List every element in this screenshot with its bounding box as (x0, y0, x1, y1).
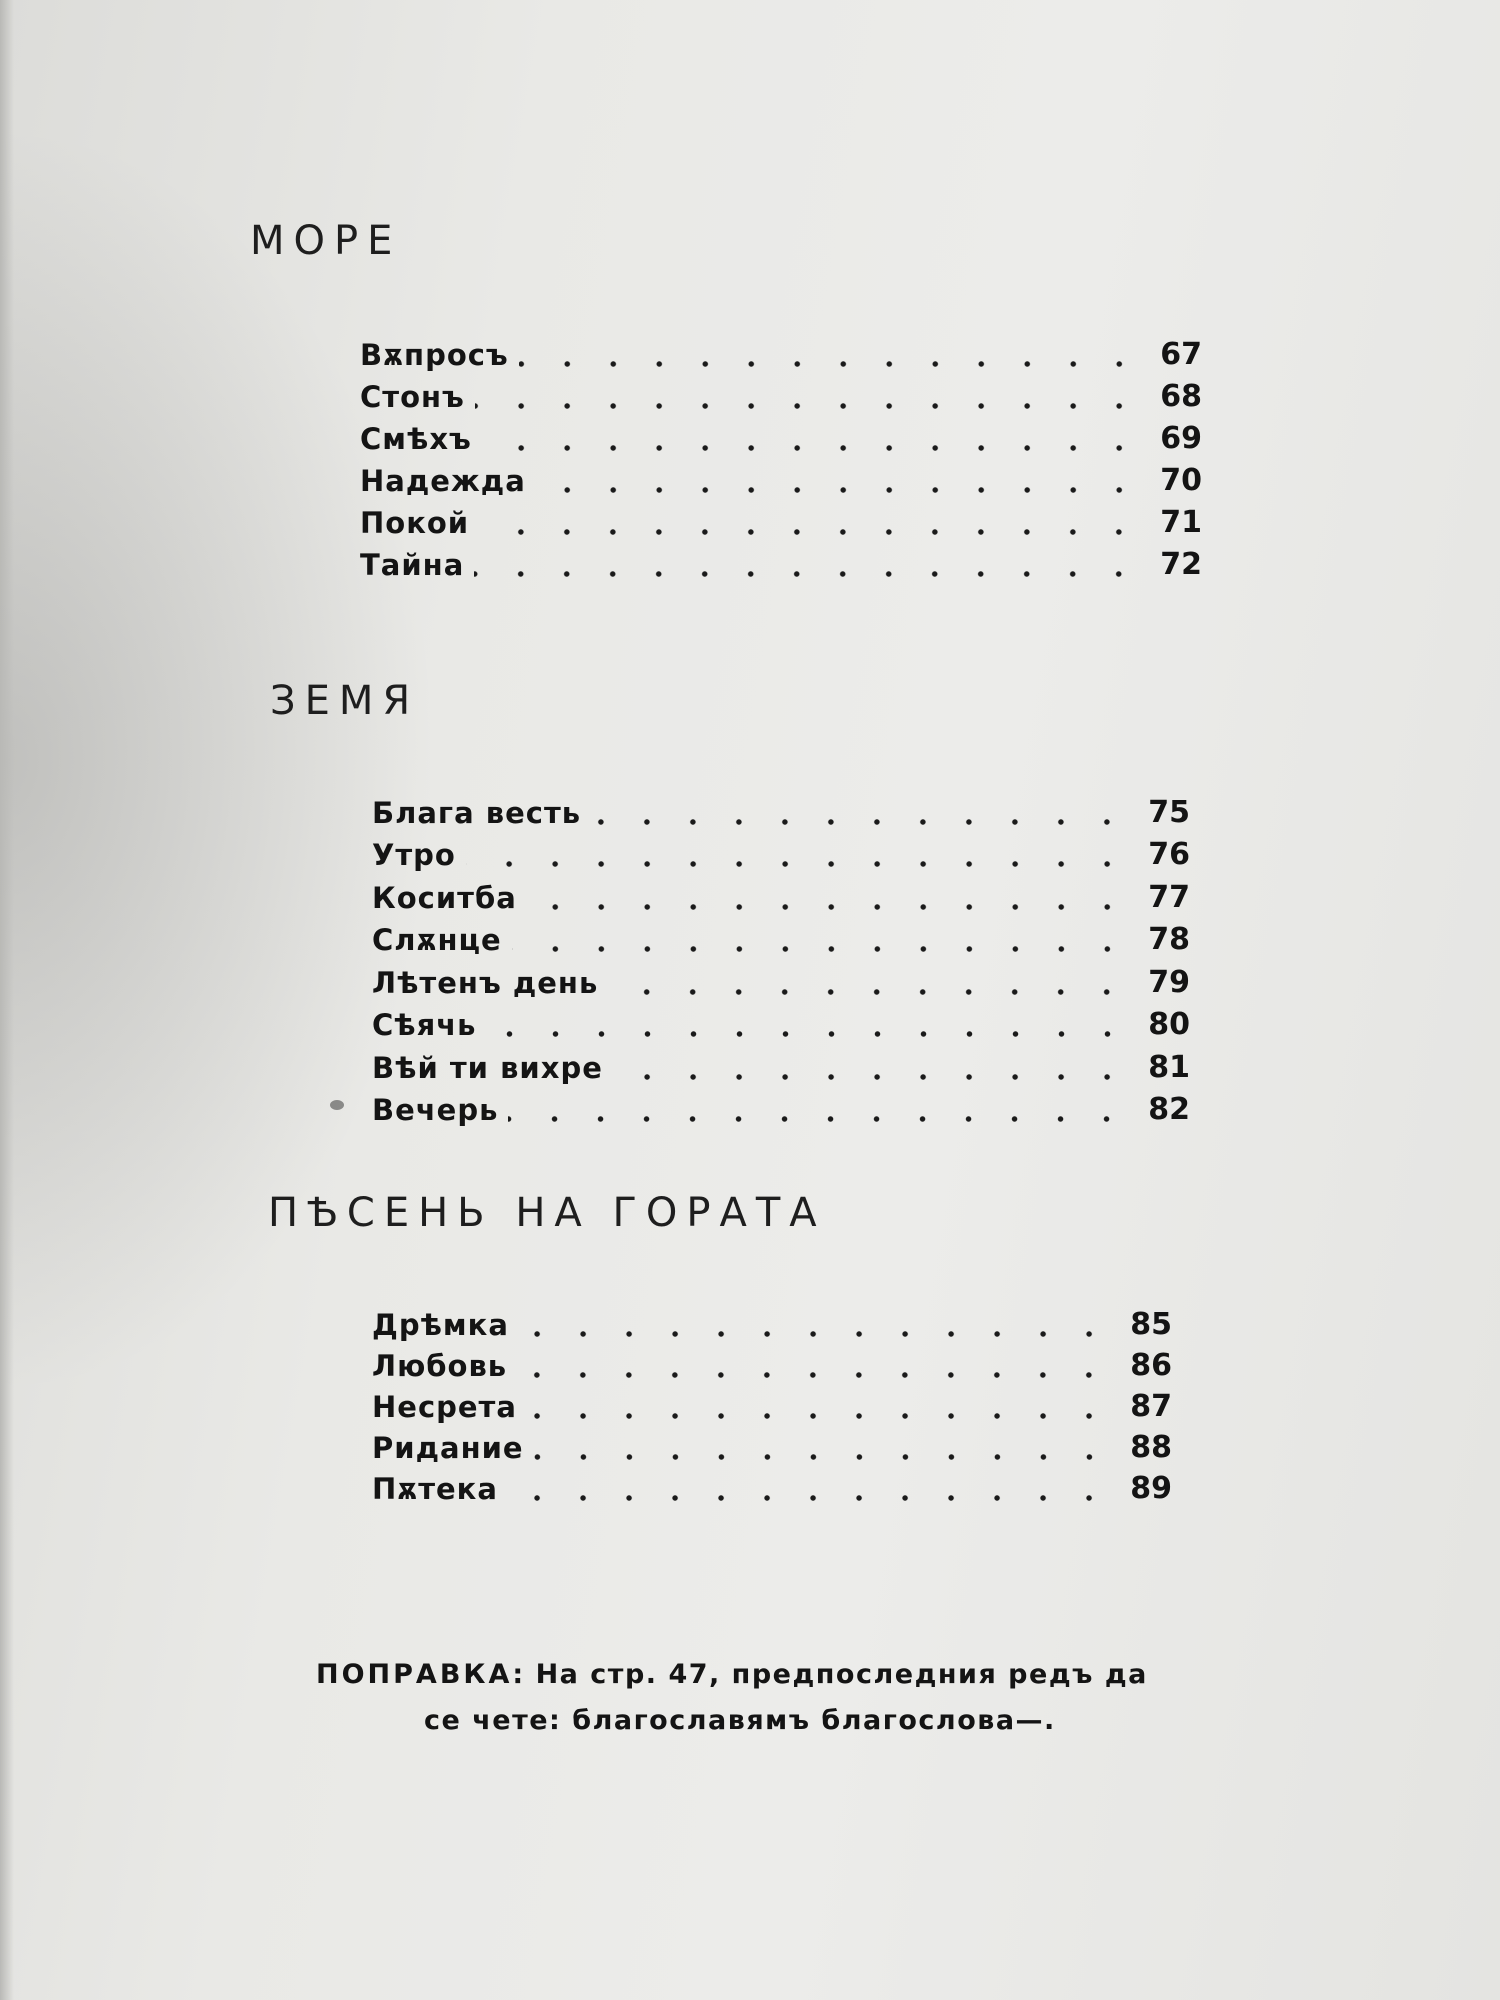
toc-entry-page: 85 (1130, 1307, 1172, 1342)
leader-dots (536, 486, 1142, 494)
toc-entry-title: Утро (372, 838, 456, 872)
toc-entry-page: 68 (1160, 379, 1202, 414)
leader-dots (482, 444, 1142, 452)
toc-entry (372, 828, 1190, 871)
toc-entry (372, 1040, 1190, 1083)
toc-entry-page: 78 (1148, 922, 1190, 957)
leader-dots (487, 1030, 1131, 1038)
toc-entry (360, 412, 1202, 454)
toc-entry-page: 81 (1148, 1049, 1190, 1085)
toc-list-forest-song (372, 1299, 1172, 1504)
toc-entry (360, 454, 1202, 496)
toc-entry-title: Дрѣмка (372, 1308, 509, 1342)
toc-entry (372, 870, 1190, 913)
errata-note (316, 1652, 1216, 1744)
leader-dots (527, 903, 1130, 911)
toc-entry-page: 87 (1130, 1389, 1172, 1424)
leader-dots (519, 1330, 1112, 1338)
toc-entry-title: Вѣй ти вихре (372, 1050, 603, 1085)
toc-entry-page: 89 (1130, 1471, 1172, 1506)
toc-entry (372, 1463, 1172, 1504)
toc-entry-title: Вѫпросъ (360, 338, 509, 372)
leader-dots (527, 1412, 1112, 1420)
leader-dots (534, 1453, 1112, 1461)
toc-entry (372, 998, 1190, 1041)
toc-entry (360, 538, 1202, 580)
errata-line-2: се чете: благославямъ благослова—. (424, 1705, 1056, 1736)
toc-entry-page: 77 (1148, 879, 1190, 915)
leader-dots (613, 1073, 1130, 1081)
toc-entry-title: Блага весть (372, 795, 582, 830)
page-gutter-shadow (0, 0, 14, 2000)
toc-entry (372, 1422, 1172, 1463)
toc-entry (372, 913, 1190, 956)
toc-entry (360, 370, 1202, 412)
leader-dots (508, 1494, 1112, 1502)
leader-dots (517, 1371, 1112, 1379)
toc-entry-page: 71 (1160, 505, 1202, 540)
toc-entry (360, 328, 1202, 370)
toc-entry-title: Слѫнце (372, 923, 502, 957)
toc-entry (360, 496, 1202, 538)
toc-entry-page: 86 (1130, 1348, 1172, 1383)
toc-entry (372, 955, 1190, 998)
leader-dots (479, 528, 1142, 536)
toc-entry-title: Сѣячь (372, 1008, 477, 1042)
toc-entry-page: 80 (1148, 1007, 1190, 1042)
toc-list-earth (372, 785, 1190, 1125)
leader-dots (466, 860, 1130, 868)
toc-entry (372, 1381, 1172, 1422)
leader-dots (608, 988, 1130, 996)
toc-entry-title: Тайна (360, 548, 465, 582)
toc-entry-title: Вечерь (372, 1093, 499, 1127)
toc-entry (372, 1083, 1190, 1126)
toc-entry-page: 70 (1160, 463, 1202, 498)
leader-dots (512, 945, 1130, 953)
leader-dots (475, 402, 1142, 410)
leader-dots (519, 360, 1142, 368)
toc-entry (372, 785, 1190, 828)
toc-entry-page: 82 (1148, 1092, 1190, 1127)
toc-entry-page: 76 (1148, 837, 1190, 872)
toc-entry-title: Надежда (360, 464, 526, 498)
toc-entry-title: Пѫтека (372, 1472, 498, 1506)
toc-entry (372, 1299, 1172, 1340)
toc-entry-title: Лѣтенъ день (372, 965, 599, 1000)
toc-entry-title: Стонъ (360, 380, 465, 414)
errata-label: ПОПРАВКА (316, 1659, 513, 1690)
errata-line-1: : На стр. 47, предпоследния редъ да (512, 1659, 1148, 1690)
toc-entry-title: Покой (360, 506, 470, 540)
toc-entry (372, 1340, 1172, 1381)
toc-entry-title: Любовь (372, 1349, 508, 1383)
toc-entry-page: 69 (1160, 421, 1202, 456)
section-title-sea: МОРЕ (250, 218, 402, 264)
section-title-forest-song: ПѢСЕНЬ НА ГОРАТА (268, 1190, 826, 1236)
toc-entry-title: Ридание (372, 1431, 524, 1465)
toc-list-sea (360, 328, 1202, 580)
leader-dots (474, 570, 1142, 578)
toc-entry-title: Смѣхъ (360, 422, 472, 456)
toc-entry-page: 72 (1160, 547, 1202, 582)
toc-entry-page: 88 (1130, 1430, 1172, 1465)
toc-entry-page: 75 (1148, 794, 1190, 830)
toc-entry-title: Коситба (372, 880, 517, 915)
toc-entry-page: 79 (1148, 964, 1190, 1000)
section-title-earth: ЗЕМЯ (270, 678, 420, 724)
leader-dots (508, 1115, 1130, 1123)
ink-smudge (330, 1100, 344, 1110)
toc-entry-page: 67 (1160, 337, 1202, 372)
leader-dots (591, 818, 1130, 826)
toc-entry-title: Несрета (372, 1390, 517, 1424)
